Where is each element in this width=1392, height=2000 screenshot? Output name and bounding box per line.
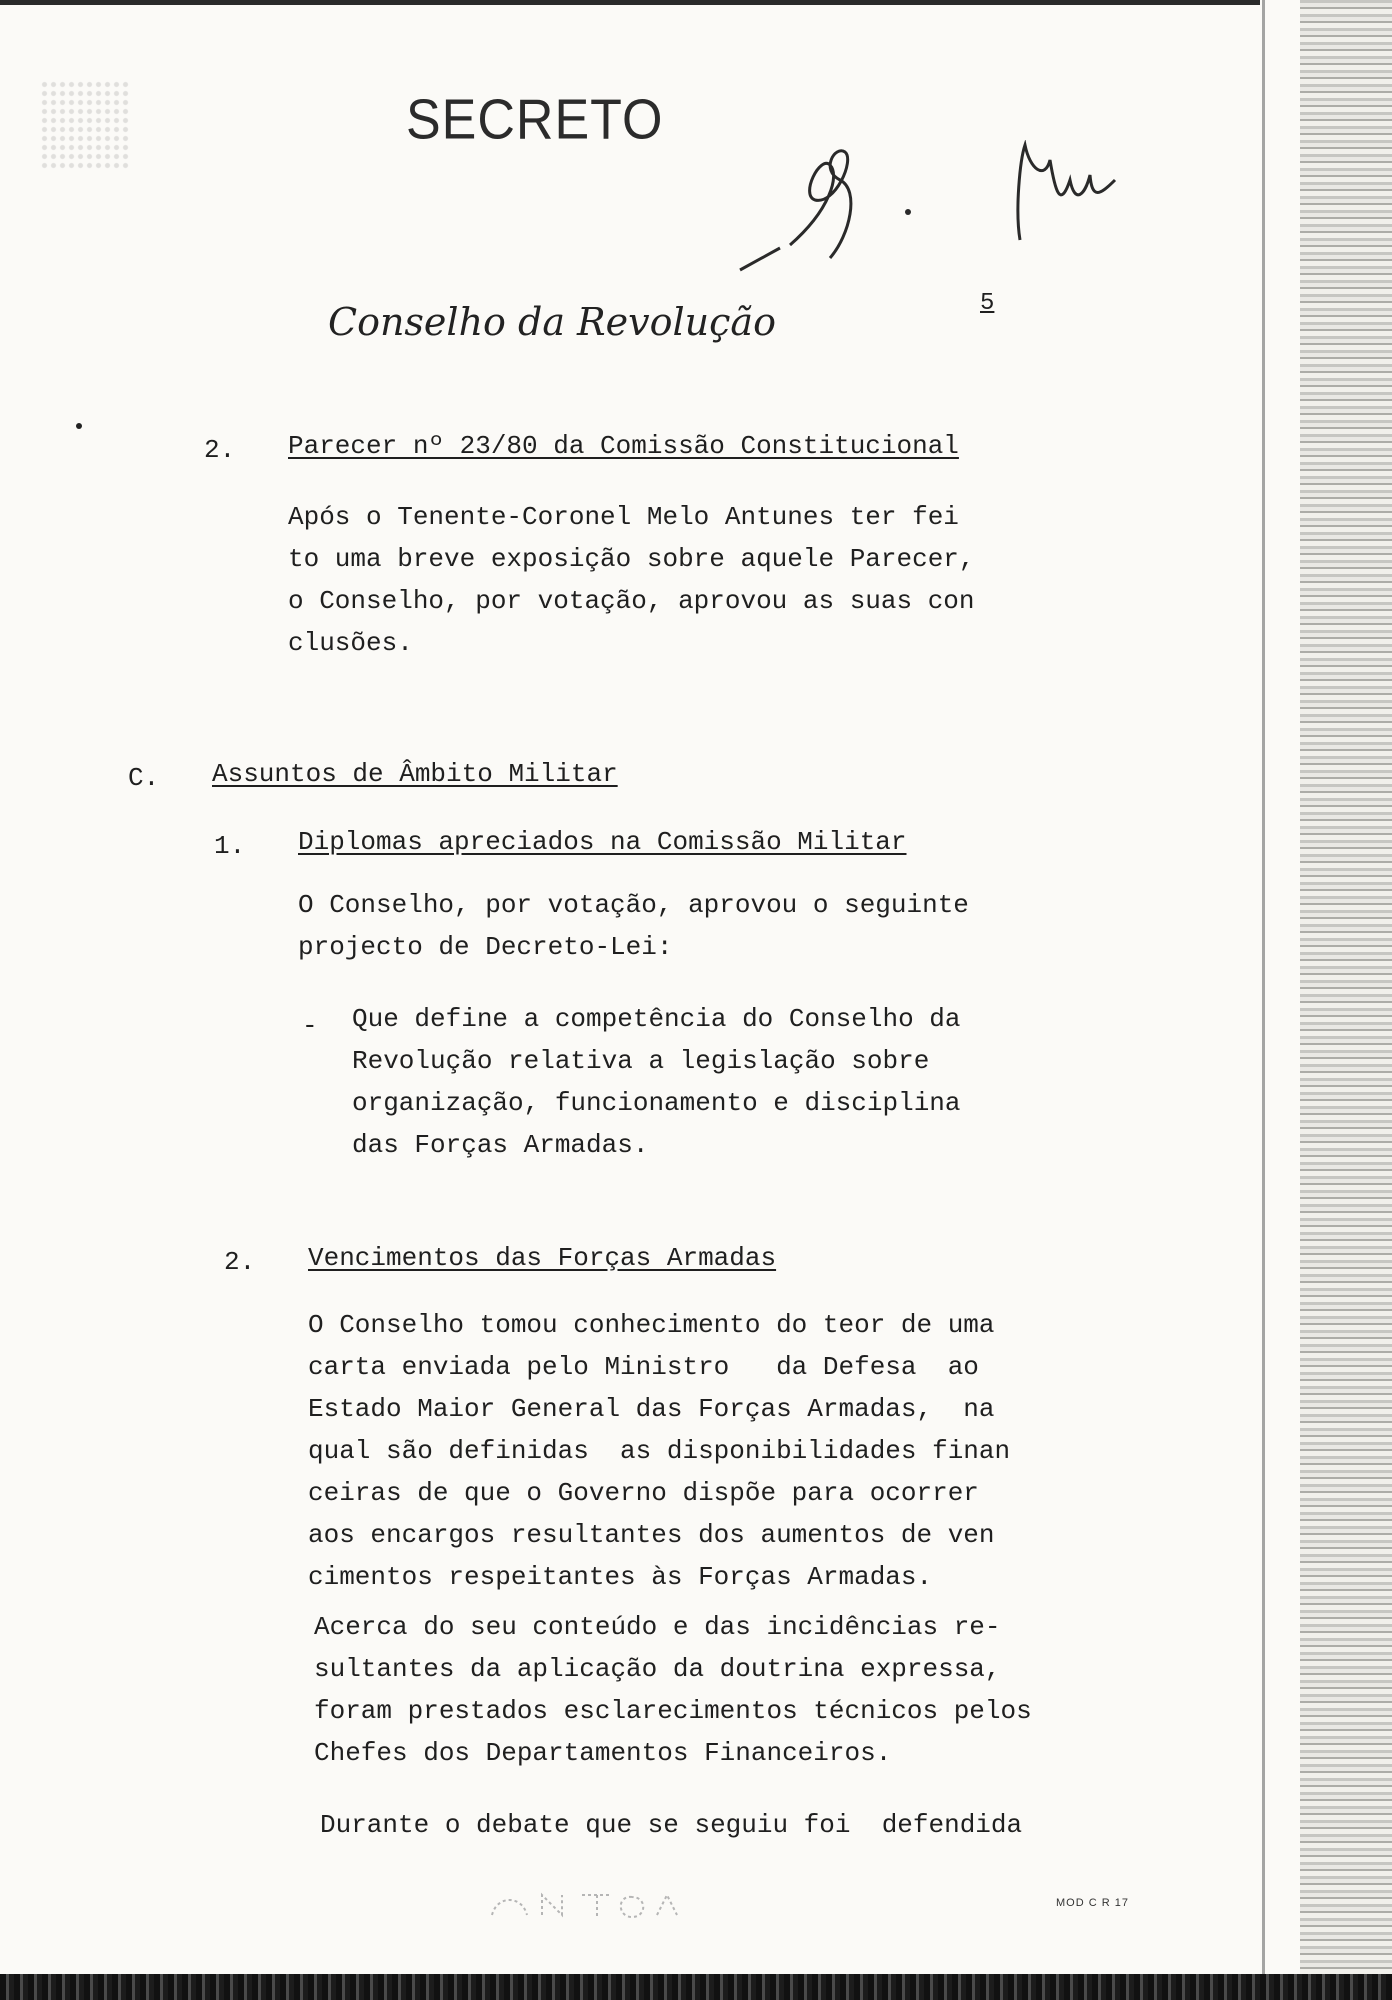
paragraph-line: foram prestados esclarecimentos técnicos pelos	[314, 1696, 1032, 1726]
page-number: 5	[980, 290, 995, 317]
paragraph-line: to uma breve exposição sobre aquele Parecer,	[288, 544, 975, 574]
bullet-marker: -	[302, 1011, 318, 1041]
paragraph-line: projecto de Decreto-Lei:	[298, 932, 673, 962]
item-title: Parecer nº 23/80 da Comissão Constitucional	[288, 431, 959, 461]
institution-letterhead: Conselho da Revolução	[328, 300, 776, 344]
paragraph-line: clusões.	[288, 628, 413, 658]
paragraph-line: organização, funcionamento e disciplina	[352, 1088, 961, 1118]
ink-dot	[76, 423, 82, 429]
paragraph-line: das Forças Armadas.	[352, 1130, 649, 1160]
subitem-paragraph	[314, 1606, 1032, 1774]
scan-top-border	[0, 0, 1260, 5]
paragraph-line: O Conselho, por votação, aprovou o seguinte	[298, 890, 969, 920]
item-paragraph	[288, 496, 975, 664]
paragraph-line: Durante o debate que se seguiu foi defendida	[320, 1810, 1023, 1840]
scan-bottom-border	[0, 1974, 1392, 2000]
scan-right-edge-line	[1262, 0, 1265, 2000]
subitem-title: Vencimentos das Forças Armadas	[308, 1243, 777, 1273]
handwritten-signatures	[720, 140, 1120, 280]
paragraph-line: Acerca do seu conteúdo e das incidências re-	[314, 1612, 1001, 1642]
faded-stamp	[482, 1885, 702, 1925]
classification-stamp: SECRETO	[406, 88, 664, 152]
section-title: Assuntos de Âmbito Militar	[212, 759, 618, 789]
paragraph-line: Revolução relativa a legislação sobre	[352, 1046, 930, 1076]
paragraph-line: cimentos respeitantes às Forças Armadas.	[308, 1562, 933, 1592]
subitem-paragraph	[320, 1804, 1022, 1846]
item-number: 2.	[204, 435, 236, 465]
subitem-paragraph	[308, 1304, 1010, 1598]
paragraph-line: Após o Tenente-Coronel Melo Antunes ter fei	[288, 502, 959, 532]
paragraph-line: Que define a competência do Conselho da	[352, 1004, 961, 1034]
paragraph-line: sultantes da aplicação da doutrina expressa,	[314, 1654, 1001, 1684]
scan-speckle	[40, 80, 130, 170]
form-code: MOD C R 17	[1056, 1897, 1129, 1909]
subitem-intro	[298, 884, 969, 968]
subitem-number: 1.	[214, 831, 246, 861]
paragraph-line: aos encargos resultantes dos aumentos de ven	[308, 1520, 995, 1550]
bullet-text	[352, 998, 961, 1166]
paragraph-line: Chefes dos Departamentos Financeiros.	[314, 1738, 892, 1768]
paragraph-line: o Conselho, por votação, aprovou as suas con	[288, 586, 975, 616]
paragraph-line: Estado Maior General das Forças Armadas, na	[308, 1394, 995, 1424]
paragraph-line: O Conselho tomou conhecimento do teor de uma	[308, 1310, 995, 1340]
section-letter: C.	[128, 763, 160, 793]
paragraph-line: carta enviada pelo Ministro da Defesa ao	[308, 1352, 979, 1382]
paragraph-line: ceiras de que o Governo dispõe para ocorrer	[308, 1478, 979, 1508]
subitem-number: 2.	[224, 1247, 256, 1277]
paragraph-line: qual são definidas as disponibilidades finan	[308, 1436, 1011, 1466]
scan-right-edge-noise	[1300, 0, 1392, 2000]
subitem-title: Diplomas apreciados na Comissão Militar	[298, 827, 907, 857]
